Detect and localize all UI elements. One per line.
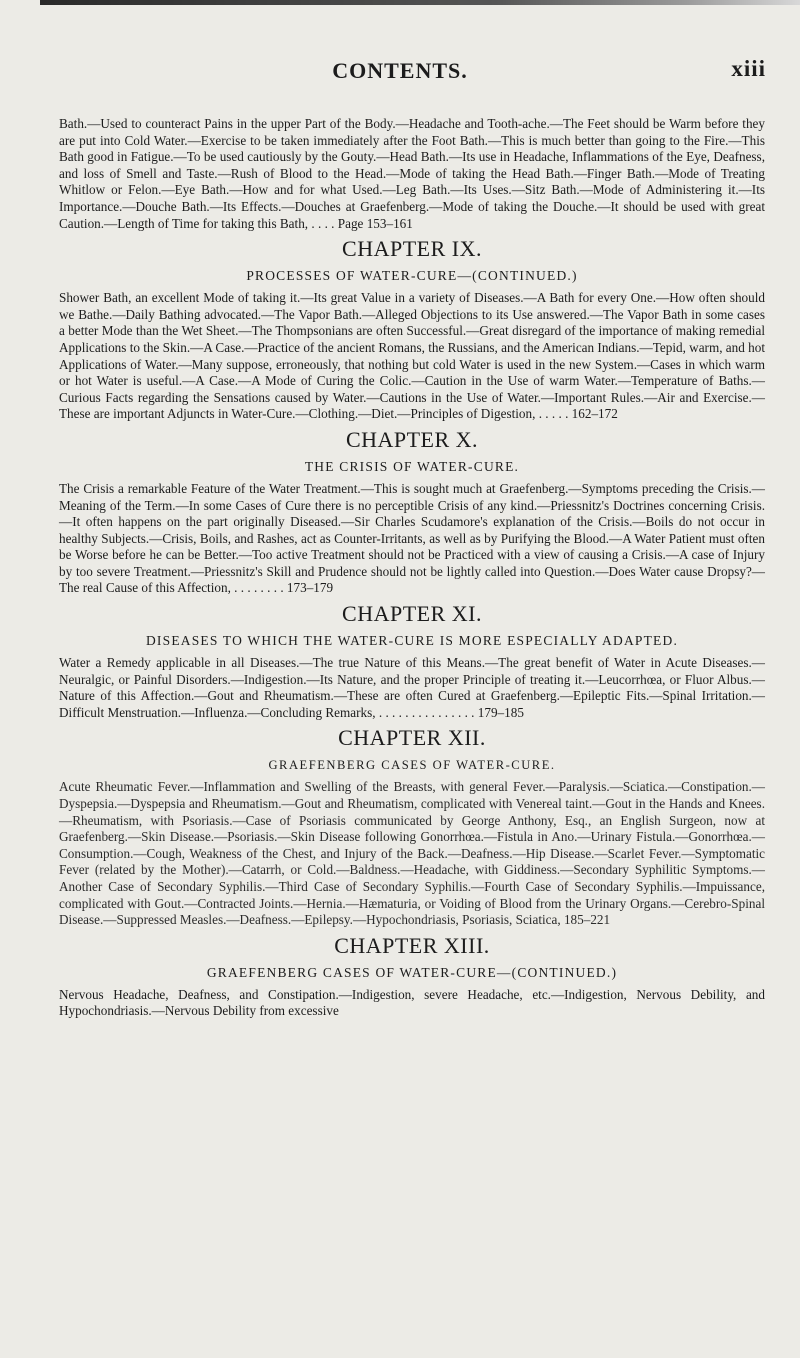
top-border-rule [40, 0, 800, 5]
entry-page-range: . . . . . . . . . . . . . . . 179–185 [378, 704, 524, 720]
page-number: xiii [731, 56, 766, 81]
chapter-subtitle: GRAEFENBERG CASES OF WATER-CURE—(CONTINUED.) [206, 964, 618, 980]
chapter-heading: CHAPTER XIII. [334, 932, 490, 958]
chapter-heading: CHAPTER XII. [338, 725, 486, 751]
chapter-heading: CHAPTER X. [345, 426, 479, 452]
contents-entry [59, 655, 765, 721]
entry-page-range: . . . . . 162–172 [538, 406, 618, 422]
contents-entry [59, 987, 765, 1020]
entry-text: Water a Remedy applicable in all Diseases.—The true Nature of this Means.—The great benefit of Water in Acute Diseases.—Neuralgic, or Painful Disorders.—Indigestion.—Its Nature, and the proper Principle of treating it.—Leucorrhœa, or Fluor Albus.—Nature of this Affection.—Gout and Rheumatism.—These are often Cured at Graefenberg.—Epileptic Fits.—Spinal Irritation.—Difficult Menstruation.—Influenza.—Concluding Remarks, [59, 655, 765, 720]
chapter-subtitle: GRAEFENBERG CASES OF WATER-CURE. [268, 758, 556, 773]
chapter-heading: CHAPTER XI. [342, 601, 482, 627]
chapter-heading: CHAPTER IX. [342, 236, 482, 262]
entry-text: Nervous Headache, Deafness, and Constipation.—Indigestion, severe Headache, etc.—Indigestion, Nervous Debility, and Hypochondriasis.—Nervous Debility from excessive [59, 986, 765, 1019]
chapter-subtitle: DISEASES TO WHICH THE WATER-CURE IS MORE ESPECIALLY ADAPTED. [145, 633, 679, 649]
entry-page-range: 185–221 [563, 912, 611, 928]
contents-entry [59, 779, 765, 928]
entry-text: Shower Bath, an excellent Mode of taking it.—Its great Value in a variety of Diseases.—A Bath for every One.—How often should we Bathe.—Daily Bathing advocated.—The Vapor Bath.—Alleged Objections to its Use answered.—The Vapor Bath in some cases a better Mode than the Wet Sheet.—The Thompsonians are often Successful.—Great disregard of the importance of making remedial Applications to the Skin.—A Case.—Practice of the ancient Romans, the Russians, and the American Indians.—Tepid, warm, and hot Applications of Water.—Many suppose, erroneously, that nothing but cold Water is used in the new System.—Cases in which warm or hot Water is useful.—A Case.—A Mode of Curing the Colic.—Caution in the Use of warm Water.—Temperature of Baths.—Curious Facts regarding the Sensations caused by Water.—Cautions in the Use of Water.—Important Rules.—Air and Exercise.—These are important Adjuncts in Water-Cure.—Clothing.—Diet.—Principles of Digestion, [59, 290, 765, 422]
contents-body [59, 116, 765, 1020]
entry-page-range: . . . . . . . . 173–179 [234, 580, 334, 596]
running-head-title: CONTENTS. [332, 58, 468, 83]
contents-entry [59, 116, 765, 232]
entry-text: Bath.—Used to counteract Pains in the upper Part of the Body.—Headache and Tooth-ache.—The Feet should be Warm before they are put into Cold Water.—Exercise to be taken immediately after the Foot Bath.—This is much better than going to the Fire.—This Bath good in Fatigue.—To be used cautiously by the Gouty.—Head Bath.—Its use in Headache, Inflammations of the Eye, Deafness, and loss of Smell and Taste.—Rush of Blood to the Head.—Mode of taking the Head Bath.—Finger Bath.—Mode of Treating Whitlow or Felon.—Eye Bath.—How and for what Used.—Leg Bath.—Its Uses.—Sitz Bath.—Mode of Administering it.—Its Importance.—Douche Bath.—Its Effects.—Douches at Graefenberg.—Mode of taking the Douche.—It should be used with great Caution.—Length of Time for taking this Bath, [59, 116, 765, 231]
running-head [0, 58, 800, 88]
contents-entry [59, 481, 765, 597]
entry-text: The Crisis a remarkable Feature of the Water Treatment.—This is sought much at Graefenberg.—Symptoms preceding the Crisis.—Meaning of the Term.—In some Cases of Cure there is no perceptible Crisis of any kind.—Priessnitz's Doctrines concerning Crisis.—It often happens on the part originally Diseased.—Sir Charles Scudamore's explanation of the Crisis.—Boils do not occur in healthy Subjects.—Crisis, Boils, and Rashes, act as Counter-Irritants, as well as by Purifying the Blood.—A Water Patient must often be Worse before he can be Better.—Too active Treatment should not be Practiced with a view of causing a Crisis.—A case of Injury by too severe Treatment.—Priessnitz's Skill and Prudence should not be lightly called into Question.—Does Water cause Dropsy?—The real Cause of this Affection, [59, 480, 765, 596]
chapter-subtitle: PROCESSES OF WATER-CURE—(CONTINUED.) [246, 268, 578, 284]
entry-page-range: . . . . Page 153–161 [311, 215, 413, 231]
entry-text: Acute Rheumatic Fever.—Inflammation and Swelling of the Breasts, with general Fever.—Paralysis.—Sciatica.—Constipation.—Dyspepsia.—Dyspepsia and Rheumatism.—Gout and Rheumatism, complicated with Venereal taint.—Gout in the Hands and Knees.—Rheumatism, with Psoriasis.—Case of Psoriasis communicated by George Anthony, Esq., an English Surgeon, now at Graefenberg.—Skin Disease.—Psoriasis.—Skin Disease following Gonorrhœa.—Fistula in Ano.—Urinary Fistula.—Gonorrhœa.—Consumption.—Cough, Weakness of the Chest, and Injury of the Back.—Deafness.—Hip Disease.—Scarlet Fever.—Symptomatic Fever (related by the Mother).—Catarrh, or Cold.—Baldness.—Headache, with Giddiness.—Secondary Syphilitic Symptoms.—Another Case of Secondary Syphilis.—Third Case of Secondary Syphilis.—Fourth Case of Secondary Syphilis.—Impuissance, complicated with Gout.—Contracted Joints.—Hernia.—Hæmaturia, or Voiding of Blood from the Urinary Organs.—Cerebro-Spinal Disease.—Suppressed Measles.—Deafness.—Epilepsy.—Hypochondriasis, Psoriasis, Sciatica, [59, 779, 765, 928]
chapter-subtitle: THE CRISIS OF WATER-CURE. [304, 458, 520, 474]
contents-entry [59, 290, 765, 423]
